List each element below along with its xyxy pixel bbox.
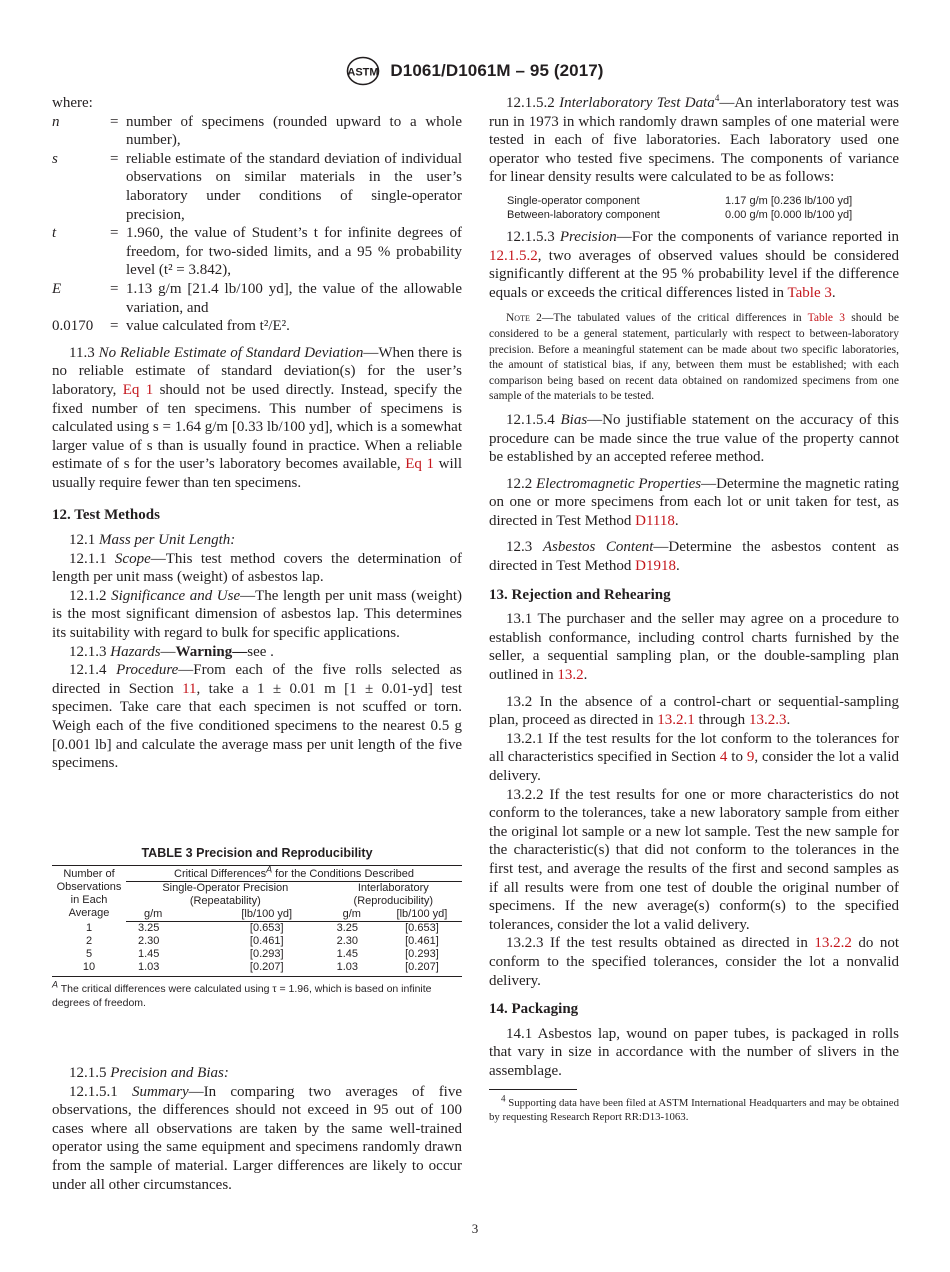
table-row: 10 1.03 [0.207] 1.03 [0.207]: [82, 961, 439, 973]
definition-row: 0.0170 = value calculated from t²/E².: [52, 318, 290, 335]
section-12-1-5-1: 12.1.5.1 Summary—In comparing two averages of five observations, the differences should not exceed in 95 out of 100 cases where all observations are taken by the same well-trained operator using the same equipment and specimens randomly drawn from the sample of material. Larger differences are likely to occur under all other circumstances.: [52, 1083, 463, 1193]
variance-row: Single-operator component 1.17 g/m [0.236 lb/100 yd]: [507, 194, 853, 207]
table-3-link[interactable]: Table 3: [807, 312, 846, 325]
group-header-single-operator: Single-Operator Precision (Repeatability): [162, 882, 289, 907]
section-12-1: 12.1 Mass per Unit Length:: [69, 532, 236, 549]
section-12-1-5-2: 12.1.5.2 Interlaboratory Test Data$^4$—An interlaboratory test was run in 1973 in which randomly drawn samples of one material were tested in each of five laboratories. Each laboratory used one operator who tested five specimens. The components of variance for linear density results were calculated to be as follows:: [489, 93, 900, 186]
variable-definitions: [52, 113, 462, 336]
note-2: Note 2—The tabulated values of the critical differences in Table 3 should be considered to be a general statement, particularly with respect to between-laboratory precision. Before a meaningful statement can be made about two specific laboratories, the amount of statistical bias, if any, between them must be established; with each comparison being based on recent data obtained on randomized specimens from one sample of the materials to be tested.: [489, 312, 899, 403]
footnote-divider: [489, 1089, 577, 1090]
unit-header: [lb/100 yd]: [382, 908, 462, 922]
document-designation: D1061/D1061M – 95 (2017): [390, 61, 604, 80]
section-13-2-3-link[interactable]: 13.2.3: [748, 712, 787, 729]
section-12-1-5: 12.1.5 Precision and Bias:: [69, 1065, 229, 1081]
d1118-link[interactable]: D1118: [635, 512, 675, 529]
definition-row: E = 1.13 g/m [21.4 lb/100 yd], the value of the allowable variation, and: [52, 280, 462, 316]
critical-differences-header: Critical Differences$^A$ for the Conditions Described: [126, 866, 462, 882]
unit-header: [lb/100 yd]: [209, 908, 325, 922]
d1918-link[interactable]: D1918: [635, 558, 676, 575]
col-header-observations: Number of Observations in Each Average: [56, 868, 122, 919]
section-13-2-1-link[interactable]: 13.2.1: [657, 712, 695, 729]
left-column-bottom: [52, 1064, 462, 1194]
section-12-1-1: 12.1.1 Scope—This test method covers the determination of length per unit mass (weight) of asbestos lap.: [52, 550, 463, 586]
section-12-1-5-3: 12.1.5.3 Precision—For the components of variance reported in 12.1.5.2, two averages of observed values should be considered significantly different at the 95 % probability level if the difference equals or exceeds the critical differences listed in Table 3.: [489, 228, 899, 301]
eq1-link[interactable]: Eq 1: [122, 381, 154, 398]
precision-table: [52, 865, 462, 977]
definition-row: n = number of specimens (rounded upward to a whole number),: [52, 113, 462, 149]
table-row: 5 1.45 [0.293] 1.45 [0.293]: [85, 948, 439, 960]
section-12-1-5-4: 12.1.5.4 Bias—No justifiable statement on the accuracy of this procedure can be made since the true value of the property cannot be established by an accepted referee method.: [489, 411, 899, 466]
right-column: [489, 94, 899, 1125]
left-column: [52, 94, 462, 773]
definition-row: s = reliable estimate of the standard deviation of individual observations on similar materials in the user’s laboratory under conditions of single-operator precision,: [52, 150, 462, 223]
svg-text:ASTM: ASTM: [347, 66, 380, 79]
astm-logo-icon: [346, 56, 380, 86]
section-12-2: 12.2 Electromagnetic Properties—Determine the magnetic rating on one or more specimens from each lot or unit taken for test, as directed in Test Method D1118.: [489, 475, 899, 529]
page-header: [0, 56, 950, 86]
page-number: 3: [471, 1221, 479, 1236]
table-row: 1 3.25 [0.653] 3.25 [0.653]: [85, 921, 439, 934]
heading-test-methods: 12. Test Methods: [52, 507, 160, 524]
heading-rejection: 13. Rejection and Rehearing: [489, 586, 671, 603]
section-13-1: 13.1 The purchaser and the seller may agree on a procedure to establish conformance, including control charts furnished by the seller, a sequential sampling plan, or the double-sampling plan outlined in 13.2.: [489, 611, 899, 684]
variance-row: Between-laboratory component 0.00 g/m [0.000 lb/100 yd]: [507, 208, 853, 221]
section-13-2-2-link[interactable]: 13.2.2: [814, 935, 852, 952]
table-row: 2 2.30 [0.461] 2.30 [0.461]: [85, 935, 439, 947]
group-header-interlaboratory: Interlaboratory (Reproducibility): [353, 882, 434, 907]
variance-components: [507, 194, 899, 222]
section-12-3: 12.3 Asbestos Content—Determine the asbestos content as directed in Test Method D1918.: [489, 539, 899, 575]
section-9-link[interactable]: 9: [746, 749, 755, 766]
section-12-1-4: 12.1.4 Procedure—From each of the five rolls selected as directed in Section 11, take a 1 ± 0.01 m [1 ± 0.01-yd] test specimen. Take care that each specimen is not scuffed or torn. Weigh each of the five conditioned specimens to the nearest 0.5 g [0.001 lb] and calculate the average mass per unit length of the five specimens.: [52, 662, 463, 772]
section-13-2-1: 13.2.1 If the test results for the lot conform to the tolerances for all characteristics specified in Section 4 to 9, consider the lot a valid delivery.: [489, 730, 900, 784]
section-13-2: 13.2 In the absence of a control-chart or sequential-sampling plan, proceed as directed in 13.2.1 through 13.2.3.: [489, 693, 899, 729]
eq1-link[interactable]: Eq 1: [405, 456, 435, 473]
section-4-link[interactable]: 4: [719, 749, 728, 766]
definition-row: t = 1.960, the value of Student’s t for infinite degrees of freedom, for two-sided limits, and a 95 % probability level (t² = 3.842),: [52, 225, 462, 279]
section-11-3: 11.3 No Reliable Estimate of Standard Deviation—When there is no reliable estimate of standard deviation(s) for the user’s laboratory, Eq 1 should not be used directly. Instead, specify the fixed number of ten specimens. This number of specimens is calculated using s = 1.64 g/m [0.33 lb/100 yd], which is a somewhat larger value of s than is usually found in practice. When a reliable estimate of s for the user’s laboratory becomes available, Eq 1 will usually require fewer than ten specimens.: [52, 344, 463, 491]
section-13-2-3: 13.2.3 If the test results obtained as directed in 13.2.2 do not conform to the specified tolerances, consider the lot a nonvalid delivery.: [489, 935, 900, 989]
section-13-2-2: 13.2.2 If the test results for one or more characteristics do not conform to the tolerances, take a new laboratory sample from either the original lot sample or a new lot sample. Test the new sample for the characteristic(s) that did not conform to the tolerances in the first test, and average the results of the first and second samples as if all results were from one test of double the original number of specimens. If the new average(s) conform(s) to the specified tolerances, consider the lot a valid delivery.: [489, 786, 899, 933]
unit-header: g/m: [325, 908, 382, 922]
section-12-1-5-2-link[interactable]: 12.1.5.2: [489, 247, 538, 264]
table-3: [52, 846, 462, 1010]
footnote-4: $^4$ Supporting data have been filed at ASTM International Headquarters and may be obtained by requesting Research Report RR:D13-1063.: [489, 1092, 899, 1123]
section-11-link[interactable]: 11: [182, 680, 197, 697]
section-12-1-3: 12.1.3 Hazards—Warning—see .: [69, 643, 274, 660]
table-footnote: $^A$ The critical differences were calculated using τ = 1.96, which is based on infinite degrees of freedom.: [52, 979, 432, 1009]
table-title: TABLE 3 Precision and Reproducibility: [141, 846, 373, 860]
where-label: where:: [52, 95, 93, 111]
section-12-1-2: 12.1.2 Significance and Use—The length per unit mass (weight) is the most significant dimension of asbestos lap. This determines its suitability with regard to bulk for specific applications.: [52, 587, 463, 642]
section-14-1: 14.1 Asbestos lap, wound on paper tubes, is packaged in rolls that vary in size in accordance with the number of slivers in the assemblage.: [489, 1025, 899, 1079]
unit-header: g/m: [126, 908, 209, 922]
table-3-link[interactable]: Table 3: [787, 284, 832, 301]
heading-packaging: 14. Packaging: [489, 1001, 579, 1018]
section-13-2-link[interactable]: 13.2: [557, 667, 584, 684]
